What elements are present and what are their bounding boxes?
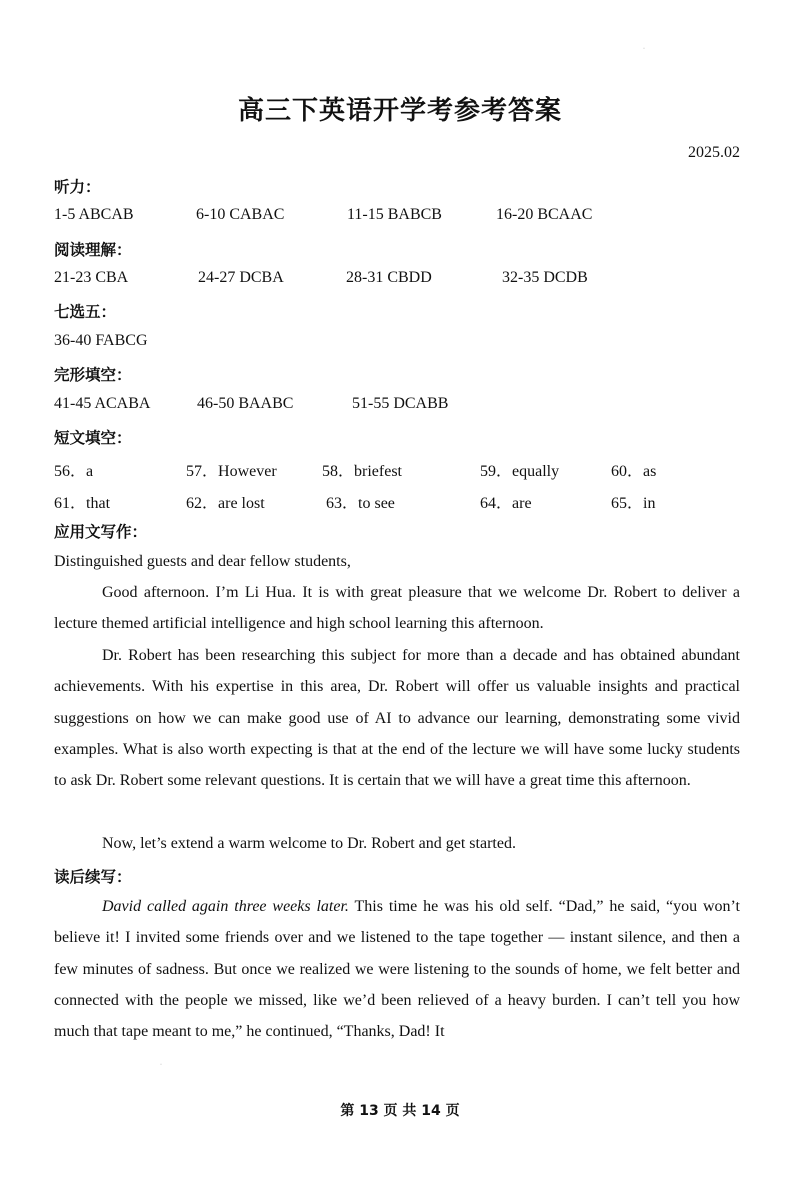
grammar-item: 57．However bbox=[186, 463, 277, 480]
answer-group: 16-20 BCAAC bbox=[496, 206, 593, 223]
writing-paragraph-3: Now, let’s extend a warm welcome to Dr. Robert and get started. bbox=[102, 835, 516, 852]
continuation-lead: David called again three weeks later. bbox=[102, 898, 349, 915]
grammar-item: 58．briefest bbox=[322, 463, 402, 480]
answer-group: 36-40 FABCG bbox=[54, 332, 148, 349]
answer-group: 21-23 CBA bbox=[54, 269, 129, 286]
continuation-text: This time he was his old self. “Dad,” he said, “you won’t believe it! I invited some friends over and we listened to the tape together — instant silence, and then a few minutes of sadness. But once we realized we were listening to the sounds of home, we felt better and connected with the people we missed, like we’d been relieved of a heavy burden. I can’t tell you how much that tape meant to me,” he continued, “Thanks, Dad! It bbox=[54, 898, 741, 1041]
scan-speck: · bbox=[160, 1062, 162, 1068]
answer-group: 46-50 BAABC bbox=[197, 395, 294, 412]
listening-heading: 听力： bbox=[54, 178, 101, 196]
continuation-heading: 读后续写： bbox=[54, 868, 132, 886]
answer-group: 24-27 DCBA bbox=[198, 269, 284, 286]
cloze-heading: 完形填空： bbox=[54, 366, 132, 384]
grammar-item: 64．are bbox=[480, 495, 532, 512]
exam-date: 2025.02 bbox=[688, 144, 740, 161]
answer-group: 11-15 BABCB bbox=[347, 206, 442, 223]
writing-paragraph-1: Good afternoon. I’m Li Hua. It is with great pleasure that we welcome Dr. Robert to deliver a lecture themed artificial intelligence and high school learning this afternoon. bbox=[54, 584, 740, 633]
writing-heading: 应用文写作： bbox=[54, 523, 148, 541]
grammar-item: 56．a bbox=[54, 463, 94, 480]
answer-group: 51-55 DCABB bbox=[352, 395, 449, 412]
grammar-item: 65．in bbox=[611, 495, 656, 512]
answer-group: 32-35 DCDB bbox=[502, 269, 588, 286]
page-footer: 第 13 页 共 14 页 bbox=[340, 1103, 460, 1119]
answer-group: 6-10 CABAC bbox=[196, 206, 285, 223]
writing-paragraph-2: Dr. Robert has been researching this subject for more than a decade and has obtained abundant achievements. With his expertise in this area, Dr. Robert will offer us valuable insights and practical suggestions on how we can make good use of AI to advance our learning, demonstrating some vivid examples. What is also worth expecting is that at the end of the lecture we will have some lucky students to ask Dr. Robert some relevant questions. It is certain that we will have a great time this afternoon. bbox=[54, 647, 740, 790]
writing-greeting: Distinguished guests and dear fellow students, bbox=[54, 553, 351, 570]
continuation-paragraph bbox=[54, 891, 740, 1047]
seven-heading: 七选五： bbox=[54, 303, 117, 321]
answer-group: 1-5 ABCAB bbox=[54, 206, 134, 223]
answer-group: 28-31 CBDD bbox=[346, 269, 432, 286]
page-title: 高三下英语开学考参考答案 bbox=[237, 96, 562, 126]
grammar-item: 63．to see bbox=[326, 495, 395, 512]
grammar-item: 59．equally bbox=[480, 463, 560, 480]
grammar-item: 62．are lost bbox=[186, 495, 265, 512]
grammar-heading: 短文填空： bbox=[54, 429, 132, 447]
answer-group: 41-45 ACABA bbox=[54, 395, 151, 412]
grammar-item: 61．that bbox=[54, 495, 111, 512]
scan-speck: · bbox=[643, 46, 645, 52]
reading-heading: 阅读理解： bbox=[54, 241, 132, 259]
grammar-item: 60．as bbox=[611, 463, 657, 480]
